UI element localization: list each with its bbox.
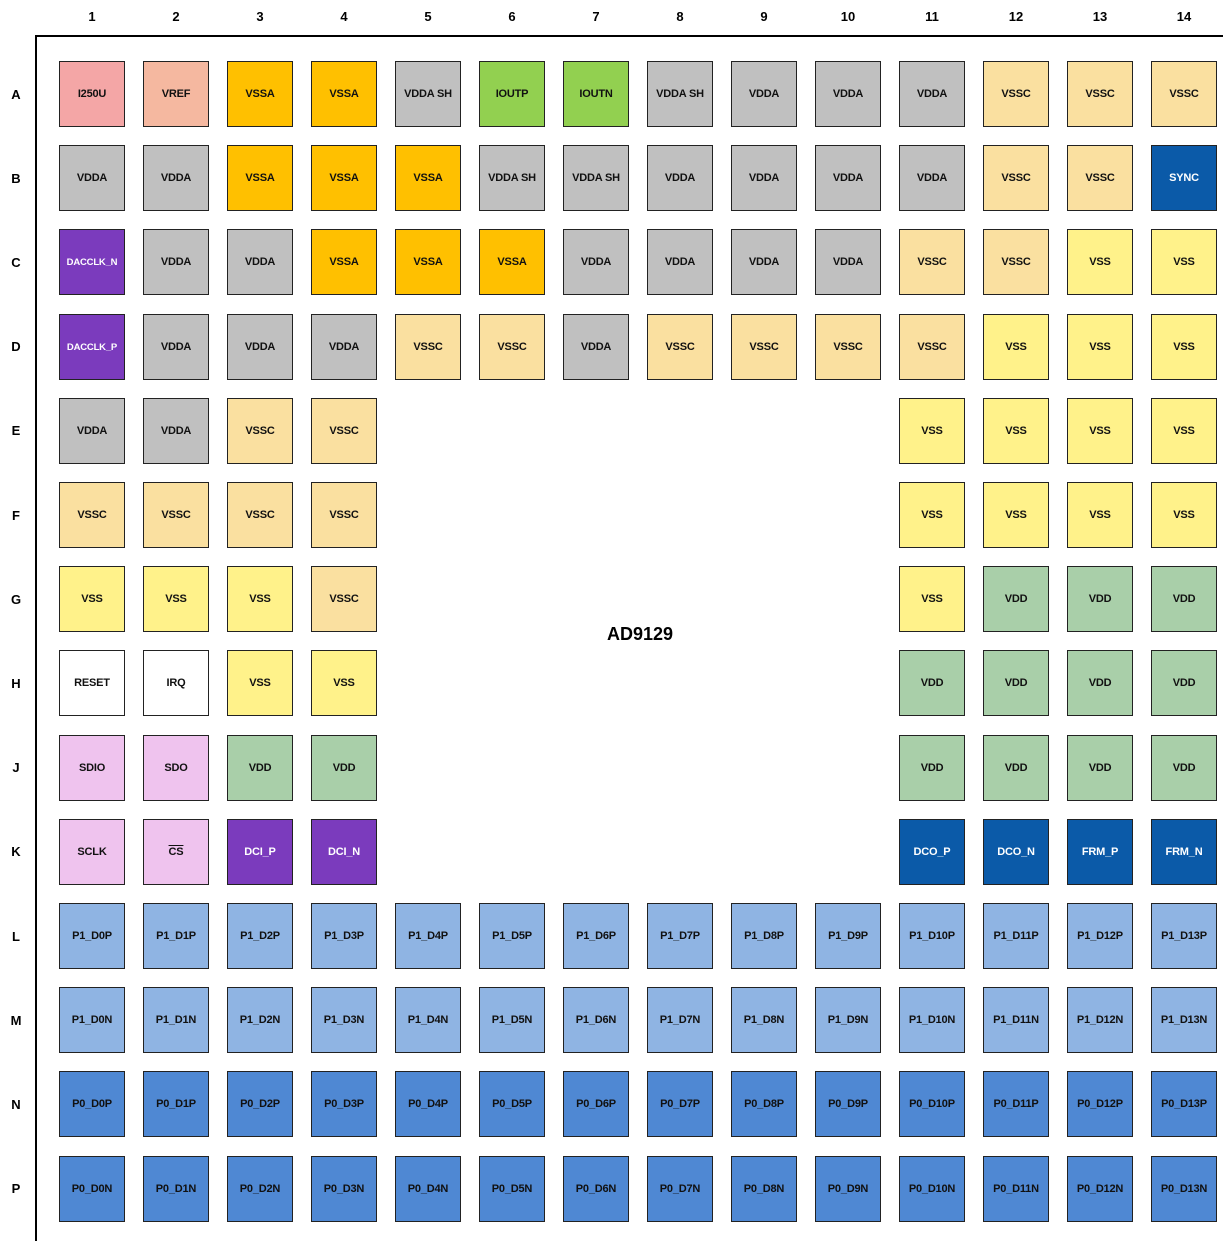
pin-B6: VDDA SH [479,145,545,211]
pin-P7: P0_D6N [563,1156,629,1222]
pin-M6: P1_D5N [479,987,545,1053]
pin-N12: P0_D11P [983,1071,1049,1137]
pin-B9: VDDA [731,145,797,211]
column-label-13: 13 [1092,8,1108,24]
pin-L6: P1_D5P [479,903,545,969]
pin-L7: P1_D6P [563,903,629,969]
pin-C4: VSSA [311,229,377,295]
row-label-G: G [10,591,22,607]
pin-N3: P0_D2P [227,1071,293,1137]
pin-D3: VDDA [227,314,293,380]
pin-A11: VDDA [899,61,965,127]
pin-A14: VSSC [1151,61,1217,127]
pin-M3: P1_D2N [227,987,293,1053]
pin-B11: VDDA [899,145,965,211]
pin-C2: VDDA [143,229,209,295]
pin-A6: IOUTP [479,61,545,127]
pin-D1: DACCLK_P [59,314,125,380]
pin-A7: IOUTN [563,61,629,127]
pin-P10: P0_D9N [815,1156,881,1222]
pin-L11: P1_D10P [899,903,965,969]
pin-L13: P1_D12P [1067,903,1133,969]
pin-D12: VSS [983,314,1049,380]
pin-N11: P0_D10P [899,1071,965,1137]
pin-F3: VSSC [227,482,293,548]
pin-A4: VSSA [311,61,377,127]
pin-K11: DCO_P [899,819,965,885]
row-label-L: L [12,928,20,944]
pin-P9: P0_D8N [731,1156,797,1222]
pin-P13: P0_D12N [1067,1156,1133,1222]
column-label-3: 3 [256,8,264,24]
pin-H12: VDD [983,650,1049,716]
row-label-E: E [11,423,21,439]
pin-A9: VDDA [731,61,797,127]
pin-G11: VSS [899,566,965,632]
chip-name: AD9129 [606,624,674,644]
pin-D6: VSSC [479,314,545,380]
pin-H1: RESET [59,650,125,716]
pin-B4: VSSA [311,145,377,211]
pin-N2: P0_D1P [143,1071,209,1137]
pin-P6: P0_D5N [479,1156,545,1222]
pin-A3: VSSA [227,61,293,127]
pin-D5: VSSC [395,314,461,380]
row-label-B: B [11,170,21,186]
pin-C1: DACCLK_N [59,229,125,295]
pin-E12: VSS [983,398,1049,464]
pin-A2: VREF [143,61,209,127]
pin-L12: P1_D11P [983,903,1049,969]
pin-label: $\overline{CS}$ [168,846,184,858]
pin-M1: P1_D0N [59,987,125,1053]
pin-M9: P1_D8N [731,987,797,1053]
pin-C11: VSSC [899,229,965,295]
pin-C13: VSS [1067,229,1133,295]
pin-M13: P1_D12N [1067,987,1133,1053]
pin-L8: P1_D7P [647,903,713,969]
pin-B10: VDDA [815,145,881,211]
pin-B3: VSSA [227,145,293,211]
pin-F4: VSSC [311,482,377,548]
pin-L14: P1_D13P [1151,903,1217,969]
pin-B1: VDDA [59,145,125,211]
pin-M2: P1_D1N [143,987,209,1053]
pin-C10: VDDA [815,229,881,295]
column-label-2: 2 [172,8,180,24]
package-border-top [35,35,1223,37]
pin-L3: P1_D2P [227,903,293,969]
pin-N13: P0_D12P [1067,1071,1133,1137]
pin-L4: P1_D3P [311,903,377,969]
pin-G13: VDD [1067,566,1133,632]
pin-D10: VSSC [815,314,881,380]
column-label-9: 9 [760,8,768,24]
column-label-14: 14 [1176,8,1192,24]
column-label-5: 5 [424,8,432,24]
pin-H4: VSS [311,650,377,716]
pin-J4: VDD [311,735,377,801]
column-label-4: 4 [340,8,348,24]
pin-M8: P1_D7N [647,987,713,1053]
pin-D4: VDDA [311,314,377,380]
pin-A5: VDDA SH [395,61,461,127]
pin-B8: VDDA [647,145,713,211]
pin-L10: P1_D9P [815,903,881,969]
pin-F11: VSS [899,482,965,548]
pin-J14: VDD [1151,735,1217,801]
pin-J11: VDD [899,735,965,801]
pin-D2: VDDA [143,314,209,380]
row-label-F: F [12,507,20,523]
column-label-11: 11 [925,8,939,24]
pin-F12: VSS [983,482,1049,548]
column-label-7: 7 [592,8,600,24]
column-label-8: 8 [676,8,684,24]
pin-P5: P0_D4N [395,1156,461,1222]
pin-C7: VDDA [563,229,629,295]
pin-D11: VSSC [899,314,965,380]
pin-M12: P1_D11N [983,987,1049,1053]
pin-E13: VSS [1067,398,1133,464]
pin-P3: P0_D2N [227,1156,293,1222]
pin-K13: FRM_P [1067,819,1133,885]
pin-P1: P0_D0N [59,1156,125,1222]
pin-K1: SCLK [59,819,125,885]
row-label-N: N [11,1096,21,1112]
pin-J2: SDO [143,735,209,801]
pin-G4: VSSC [311,566,377,632]
pin-E14: VSS [1151,398,1217,464]
pin-B13: VSSC [1067,145,1133,211]
pin-K12: DCO_N [983,819,1049,885]
pin-B14: SYNC [1151,145,1217,211]
pin-M4: P1_D3N [311,987,377,1053]
pin-N14: P0_D13P [1151,1071,1217,1137]
pin-H2: IRQ [143,650,209,716]
pin-J3: VDD [227,735,293,801]
pin-G1: VSS [59,566,125,632]
pin-P2: P0_D1N [143,1156,209,1222]
pin-C9: VDDA [731,229,797,295]
pin-D9: VSSC [731,314,797,380]
row-label-K: K [11,844,21,860]
row-label-A: A [11,86,21,102]
pin-P12: P0_D11N [983,1156,1049,1222]
row-label-C: C [11,254,21,270]
column-label-10: 10 [840,8,856,24]
pin-E2: VDDA [143,398,209,464]
pin-F1: VSSC [59,482,125,548]
pin-G12: VDD [983,566,1049,632]
pin-K14: FRM_N [1151,819,1217,885]
pin-J12: VDD [983,735,1049,801]
pin-L1: P1_D0P [59,903,125,969]
pin-A8: VDDA SH [647,61,713,127]
pin-N7: P0_D6P [563,1071,629,1137]
pin-F2: VSSC [143,482,209,548]
pin-L2: P1_D1P [143,903,209,969]
package-border-left [35,35,37,1241]
pin-B12: VSSC [983,145,1049,211]
pin-P8: P0_D7N [647,1156,713,1222]
pin-E1: VDDA [59,398,125,464]
pin-H14: VDD [1151,650,1217,716]
pin-J13: VDD [1067,735,1133,801]
pin-F13: VSS [1067,482,1133,548]
pin-N6: P0_D5P [479,1071,545,1137]
row-label-D: D [11,339,21,355]
pin-A10: VDDA [815,61,881,127]
pin-E3: VSSC [227,398,293,464]
pin-M11: P1_D10N [899,987,965,1053]
pin-K3: DCI_P [227,819,293,885]
pin-A1: I250U [59,61,125,127]
pin-B5: VSSA [395,145,461,211]
pin-N9: P0_D8P [731,1071,797,1137]
pin-P14: P0_D13N [1151,1156,1217,1222]
pin-B7: VDDA SH [563,145,629,211]
pin-M14: P1_D13N [1151,987,1217,1053]
pin-L9: P1_D8P [731,903,797,969]
pin-C8: VDDA [647,229,713,295]
pin-G2: VSS [143,566,209,632]
pin-G14: VDD [1151,566,1217,632]
pin-P11: P0_D10N [899,1156,965,1222]
pin-G3: VSS [227,566,293,632]
row-label-P: P [11,1181,21,1197]
pin-A13: VSSC [1067,61,1133,127]
pin-K4: DCI_N [311,819,377,885]
pin-C3: VDDA [227,229,293,295]
pin-D7: VDDA [563,314,629,380]
pin-P4: P0_D3N [311,1156,377,1222]
pin-E11: VSS [899,398,965,464]
pin-D8: VSSC [647,314,713,380]
pin-C6: VSSA [479,229,545,295]
column-label-1: 1 [88,8,96,24]
pin-N1: P0_D0P [59,1071,125,1137]
column-label-12: 12 [1008,8,1024,24]
row-label-M: M [10,1012,22,1028]
pin-N8: P0_D7P [647,1071,713,1137]
pin-N5: P0_D4P [395,1071,461,1137]
pin-M5: P1_D4N [395,987,461,1053]
row-label-J: J [12,760,20,776]
pin-C12: VSSC [983,229,1049,295]
pin-E4: VSSC [311,398,377,464]
pin-H11: VDD [899,650,965,716]
pin-B2: VDDA [143,145,209,211]
pin-H13: VDD [1067,650,1133,716]
pin-K2 [143,819,209,885]
pin-D13: VSS [1067,314,1133,380]
pin-M10: P1_D9N [815,987,881,1053]
pin-L5: P1_D4P [395,903,461,969]
pin-F14: VSS [1151,482,1217,548]
pin-H3: VSS [227,650,293,716]
pin-N10: P0_D9P [815,1071,881,1137]
pin-J1: SDIO [59,735,125,801]
pin-C5: VSSA [395,229,461,295]
pin-M7: P1_D6N [563,987,629,1053]
pin-C14: VSS [1151,229,1217,295]
row-label-H: H [11,675,21,691]
pin-A12: VSSC [983,61,1049,127]
pin-D14: VSS [1151,314,1217,380]
pin-N4: P0_D3P [311,1071,377,1137]
column-label-6: 6 [508,8,516,24]
